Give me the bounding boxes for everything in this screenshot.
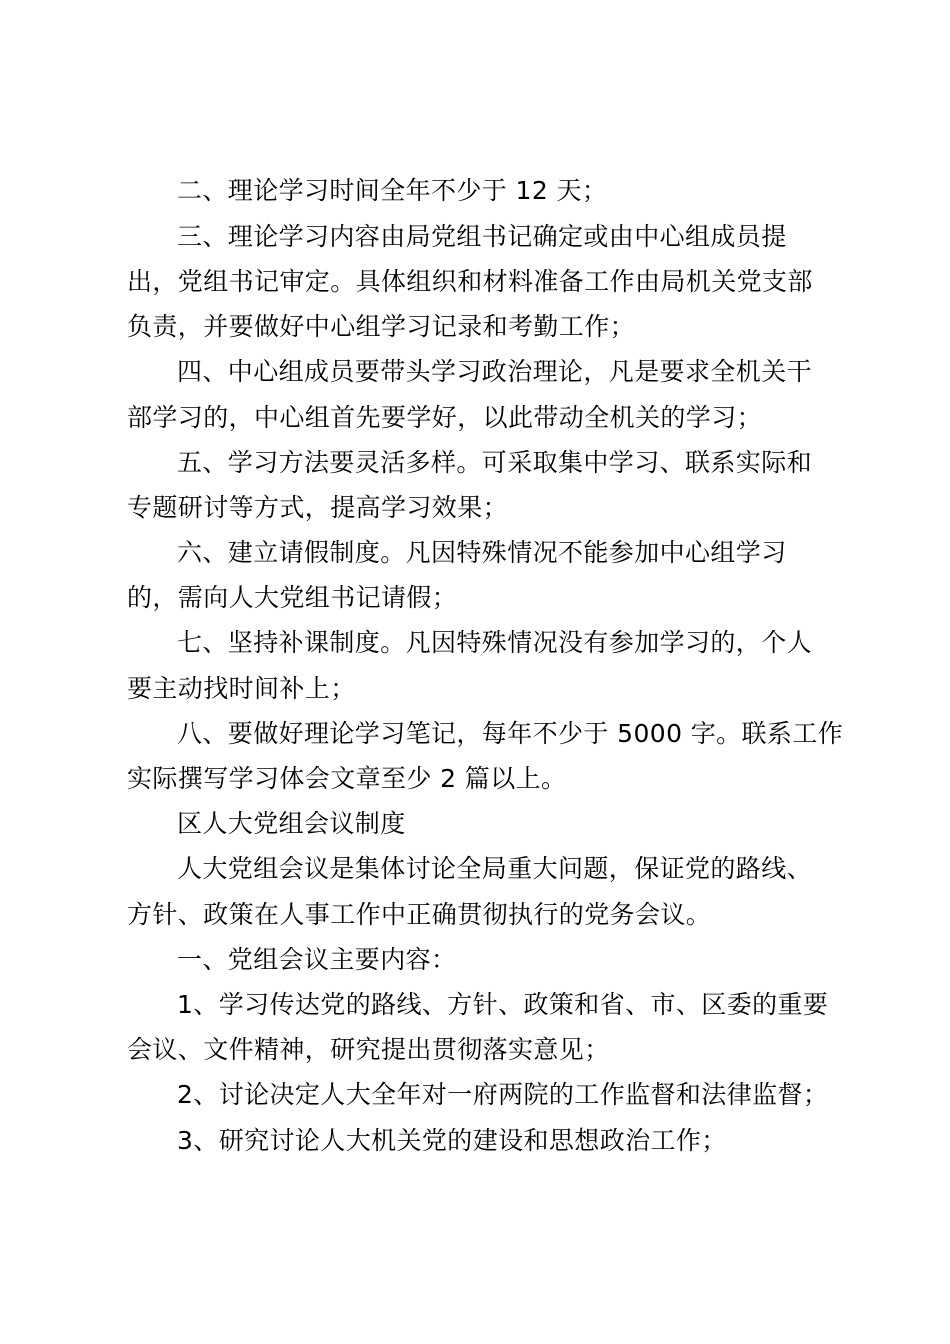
text-line: 部学习的，中心组首先要学好，以此带动全机关的学习；: [127, 403, 763, 432]
text-line: 二、理论学习时间全年不少于 12 天；: [177, 176, 608, 205]
text-line: 方针、政策在人事工作中正确贯彻执行的党务会议。: [127, 900, 712, 929]
text-line: 一、党组会议主要内容：: [177, 945, 457, 974]
text-line: 实际撰写学习体会文章至少 2 篇以上。: [127, 764, 567, 793]
text-line: 八、要做好理论学习笔记，每年不少于 5000 字。联系工作: [177, 719, 844, 748]
text-line: 专题研讨等方式，提高学习效果；: [127, 493, 509, 522]
text-line: 五、学习方法要灵活多样。可采取集中学习、联系实际和: [177, 448, 813, 477]
text-line: 负责，并要做好中心组学习记录和考勤工作；: [127, 312, 636, 341]
text-line: 人大党组会议是集体讨论全局重大问题，保证党的路线、: [177, 854, 813, 883]
text-line: 出，党组书记审定。具体组织和材料准备工作由局机关党支部: [127, 267, 813, 296]
section-heading: 区人大党组会议制度: [177, 809, 406, 838]
text-line: 3、研究讨论人大机关党的建设和思想政治工作；: [177, 1126, 727, 1155]
text-line: 六、建立请假制度。凡因特殊情况不能参加中心组学习: [177, 538, 787, 567]
text-line: 七、坚持补课制度。凡因特殊情况没有参加学习的，个人: [177, 628, 813, 657]
text-line: 要主动找时间补上；: [127, 674, 356, 703]
text-line: 四、中心组成员要带头学习政治理论，凡是要求全机关干: [177, 357, 813, 386]
text-line: 会议、文件精神，研究提出贯彻落实意见；: [127, 1035, 610, 1064]
text-line: 2、讨论决定人大全年对一府两院的工作监督和法律监督；: [177, 1080, 829, 1109]
text-line: 1、学习传达党的路线、方针、政策和省、市、区委的重要: [177, 990, 829, 1019]
text-line: 三、理论学习内容由局党组书记确定或由中心组成员提: [177, 222, 787, 251]
text-line: 的，需向人大党组书记请假；: [127, 583, 458, 612]
